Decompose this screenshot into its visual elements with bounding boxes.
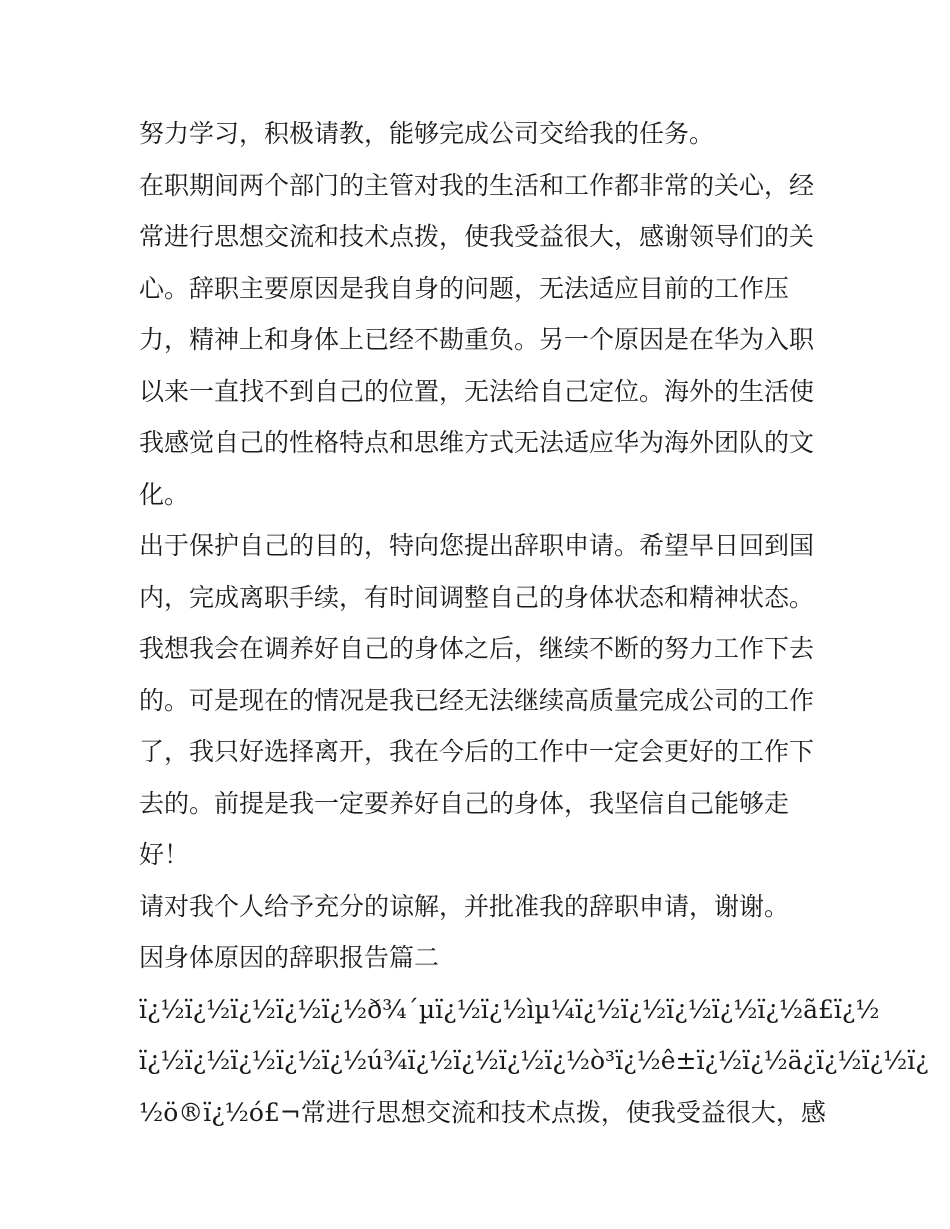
garbled-text-line: ½ö®ï¿½ó£¬常进行思想交流和技术点拨，使我受益很大，感: [139, 1097, 826, 1127]
text-line: 以来一直找不到自己的位置，无法给自己定位。海外的生活使: [139, 376, 815, 406]
text-line: 化。: [139, 479, 190, 509]
text-line: 我感觉自己的性格特点和思维方式无法适应华为海外团队的文: [139, 428, 815, 457]
text-line: 内，完成离职手续，有时间调整自己的身体状态和精神状态。: [139, 582, 815, 612]
text-line: 出于保护自己的目的，特向您提出辞职申请。希望早日回到国: [139, 531, 815, 560]
text-line: 常进行思想交流和技术点拨，使我受益很大，感谢领导们的关: [139, 222, 815, 251]
text-line: 在职期间两个部门的主管对我的生活和工作都非常的关心，经: [139, 170, 815, 200]
text-line: 请对我个人给予充分的谅解，并批准我的辞职申请，谢谢。: [139, 891, 790, 921]
text-line: 去的。前提是我一定要养好自己的身体，我坚信自己能够走: [139, 788, 790, 818]
text-line: 心。辞职主要原因是我自身的问题，无法适应目前的工作压: [139, 273, 790, 303]
text-line: 努力学习，积极请教，能够完成公司交给我的任务。: [139, 119, 715, 148]
garbled-text-line: ï¿½ï¿½ï¿½ï¿½ï¿½ð¾´µï¿½ï¿½ìµ¼ï¿½ï¿½ï¿½ï¿½ï¿½ã£ï¿½: [139, 994, 880, 1024]
section-heading: 因身体原因的辞职报告篇二: [139, 943, 440, 972]
text-line: 了，我只好选择离开，我在今后的工作中一定会更好的工作下: [139, 737, 815, 766]
garbled-text-line: ï¿½ï¿½ï¿½ï¿½ï¿½ú¾ï¿½ï¿½ï¿½ï¿½ò³ï¿½ê±ï¿½ï¿½ä¿ï¿½ï¿½ï¿: [139, 1046, 929, 1075]
document-body: [139, 108, 929, 1138]
text-line: 好！: [139, 840, 190, 869]
text-line: 力，精神上和身体上已经不勘重负。另一个原因是在华为入职: [139, 325, 815, 354]
text-line: 我想我会在调养好自己的身体之后，继续不断的努力工作下去: [139, 634, 815, 663]
text-line: 的。可是现在的情况是我已经无法继续高质量完成公司的工作: [139, 685, 815, 715]
